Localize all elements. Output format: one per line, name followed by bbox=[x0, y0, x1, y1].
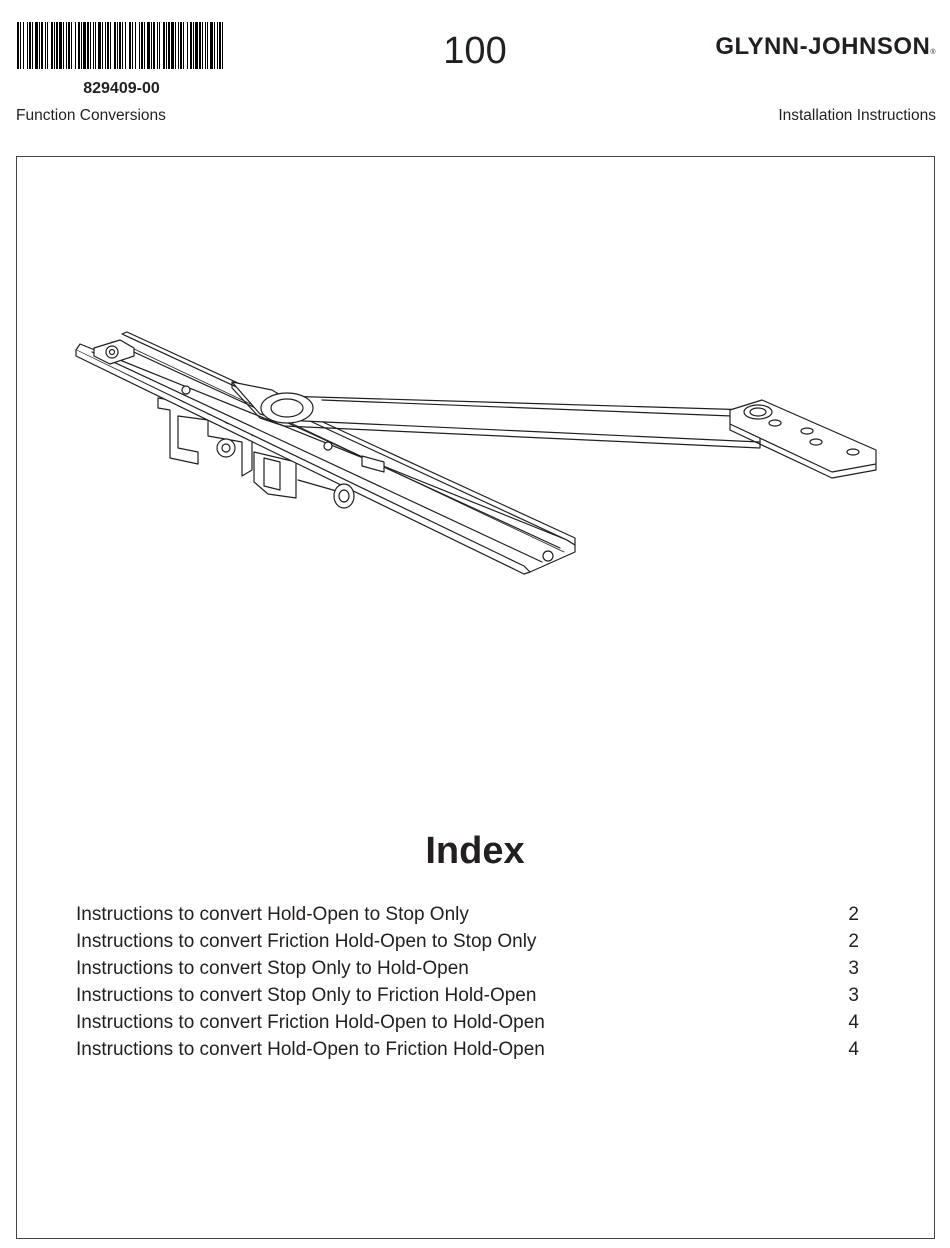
index-entry bbox=[76, 1009, 859, 1036]
index-entry-page: 4 bbox=[848, 1012, 859, 1033]
index-entry-label: Instructions to convert Hold-Open to Stop Only bbox=[76, 904, 469, 925]
index-entry bbox=[76, 901, 859, 928]
index-entry-page: 2 bbox=[848, 931, 859, 952]
index-heading: Index bbox=[425, 830, 525, 872]
channel-track bbox=[76, 332, 575, 574]
index-entry bbox=[76, 928, 859, 955]
brand-name: GLYNN-JOHNSON bbox=[715, 33, 931, 60]
document-type: Installation Instructions bbox=[778, 107, 936, 124]
brand-logo bbox=[715, 33, 936, 61]
model-number: 100 bbox=[443, 30, 507, 72]
index-entry bbox=[76, 982, 859, 1009]
index-entry-page: 3 bbox=[848, 958, 859, 979]
content-frame bbox=[16, 156, 935, 1239]
door-holder-illustration bbox=[72, 330, 882, 605]
index-entry-page: 3 bbox=[848, 985, 859, 1006]
index-entry-page: 2 bbox=[848, 904, 859, 925]
index-entry-label: Instructions to convert Hold-Open to Friction Hold-Open bbox=[76, 1039, 545, 1060]
document-subtitle: Function Conversions bbox=[16, 107, 166, 124]
index-entry-label: Instructions to convert Stop Only to Friction Hold-Open bbox=[76, 985, 537, 1006]
index-entry-label: Instructions to convert Friction Hold-Open to Stop Only bbox=[76, 931, 537, 952]
index-entry bbox=[76, 955, 859, 982]
index-entry-page: 4 bbox=[848, 1039, 859, 1060]
index-entry bbox=[76, 1036, 859, 1063]
index-entry-label: Instructions to convert Stop Only to Hold-Open bbox=[76, 958, 469, 979]
registered-mark: ® bbox=[930, 49, 936, 56]
index-list bbox=[76, 901, 859, 1063]
index-entry-label: Instructions to convert Friction Hold-Open to Hold-Open bbox=[76, 1012, 545, 1033]
part-number: 829409-00 bbox=[83, 80, 160, 97]
stop-knob bbox=[298, 480, 354, 508]
